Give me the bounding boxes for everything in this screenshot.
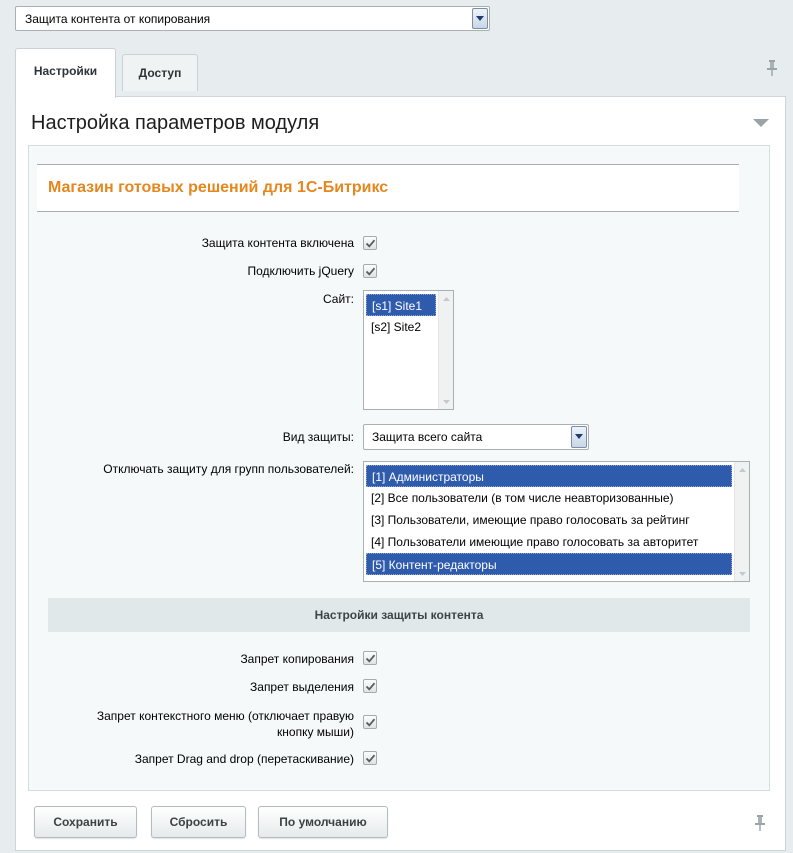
- copy-ban-label: Запрет копирования: [240, 652, 354, 666]
- section-title: Настройки защиты контента: [314, 608, 484, 622]
- page-title: Настройка параметров модуля: [31, 112, 320, 134]
- group-option[interactable]: [4] Пользователи имеющие право голосовать за авторитет: [371, 535, 699, 549]
- protection-type-label: Вид защиты:: [282, 430, 354, 444]
- module-select[interactable]: [15, 6, 490, 31]
- groups-listbox[interactable]: [363, 461, 750, 582]
- context-menu-ban-label-line2: кнопку мыши): [277, 725, 354, 739]
- group-option[interactable]: [1] Администраторы: [366, 465, 732, 487]
- drag-ban-label: Запрет Drag and drop (перетаскивание): [134, 752, 354, 766]
- save-button[interactable]: Сохранить: [34, 806, 137, 838]
- jquery-label: Подключить jQuery: [247, 264, 354, 278]
- site-label: Сайт:: [322, 292, 354, 306]
- jquery-checkbox[interactable]: [363, 264, 377, 278]
- context-menu-ban-checkbox[interactable]: [363, 715, 377, 729]
- group-option[interactable]: [2] Все пользователи (в том числе неавторизованные): [371, 491, 674, 505]
- module-select-value: Защита контента от копирования: [25, 11, 211, 26]
- protection-enabled-label: Защита контента включена: [201, 236, 354, 250]
- context-menu-ban-label-line1: Запрет контекстного меню (отключает правую: [96, 709, 354, 723]
- site-option[interactable]: [s2] Site2: [371, 320, 422, 334]
- brand-heading: [37, 164, 739, 212]
- group-option[interactable]: [5] Контент-редакторы: [366, 553, 732, 575]
- pin-icon[interactable]: [767, 60, 777, 79]
- section-header: [48, 598, 750, 632]
- reset-button[interactable]: Сбросить: [151, 806, 246, 838]
- chevron-down-icon[interactable]: [571, 426, 587, 448]
- scroll-down-icon[interactable]: [439, 394, 454, 409]
- settings-panel: [15, 96, 786, 851]
- scroll-up-icon[interactable]: [735, 462, 750, 477]
- tab-access-label: Доступ: [138, 66, 182, 80]
- scroll-up-icon[interactable]: [439, 291, 454, 306]
- tab-access[interactable]: [122, 54, 198, 91]
- groups-label: Отключать защиту для групп пользователей:: [103, 462, 354, 476]
- drag-ban-checkbox[interactable]: [363, 751, 377, 765]
- settings-content: [28, 145, 770, 791]
- copy-ban-checkbox[interactable]: [363, 651, 377, 665]
- groups-scrollbar[interactable]: [734, 462, 749, 581]
- protection-type-select[interactable]: [363, 424, 589, 450]
- pin-icon[interactable]: [755, 815, 765, 834]
- tab-settings-label: Настройки: [33, 64, 98, 78]
- site-scrollbar[interactable]: [438, 291, 453, 409]
- select-ban-label: Запрет выделения: [250, 680, 354, 694]
- brand-title: Магазин готовых решений для 1С-Битрикс: [48, 179, 389, 196]
- context-menu-ban-label: [97, 708, 354, 740]
- protection-type-value: Защита всего сайта: [372, 430, 483, 444]
- select-ban-checkbox[interactable]: [363, 679, 377, 693]
- group-option[interactable]: [3] Пользователи, имеющие право голосовать за рейтинг: [371, 513, 690, 527]
- protection-enabled-checkbox[interactable]: [363, 236, 377, 250]
- site-listbox[interactable]: [363, 290, 454, 410]
- scroll-down-icon[interactable]: [735, 566, 750, 581]
- chevron-down-icon[interactable]: [472, 8, 488, 29]
- tab-settings[interactable]: [15, 48, 116, 98]
- collapse-icon[interactable]: [753, 117, 769, 131]
- default-button[interactable]: По умолчанию: [258, 806, 388, 838]
- site-option[interactable]: [s1] Site1: [366, 294, 436, 316]
